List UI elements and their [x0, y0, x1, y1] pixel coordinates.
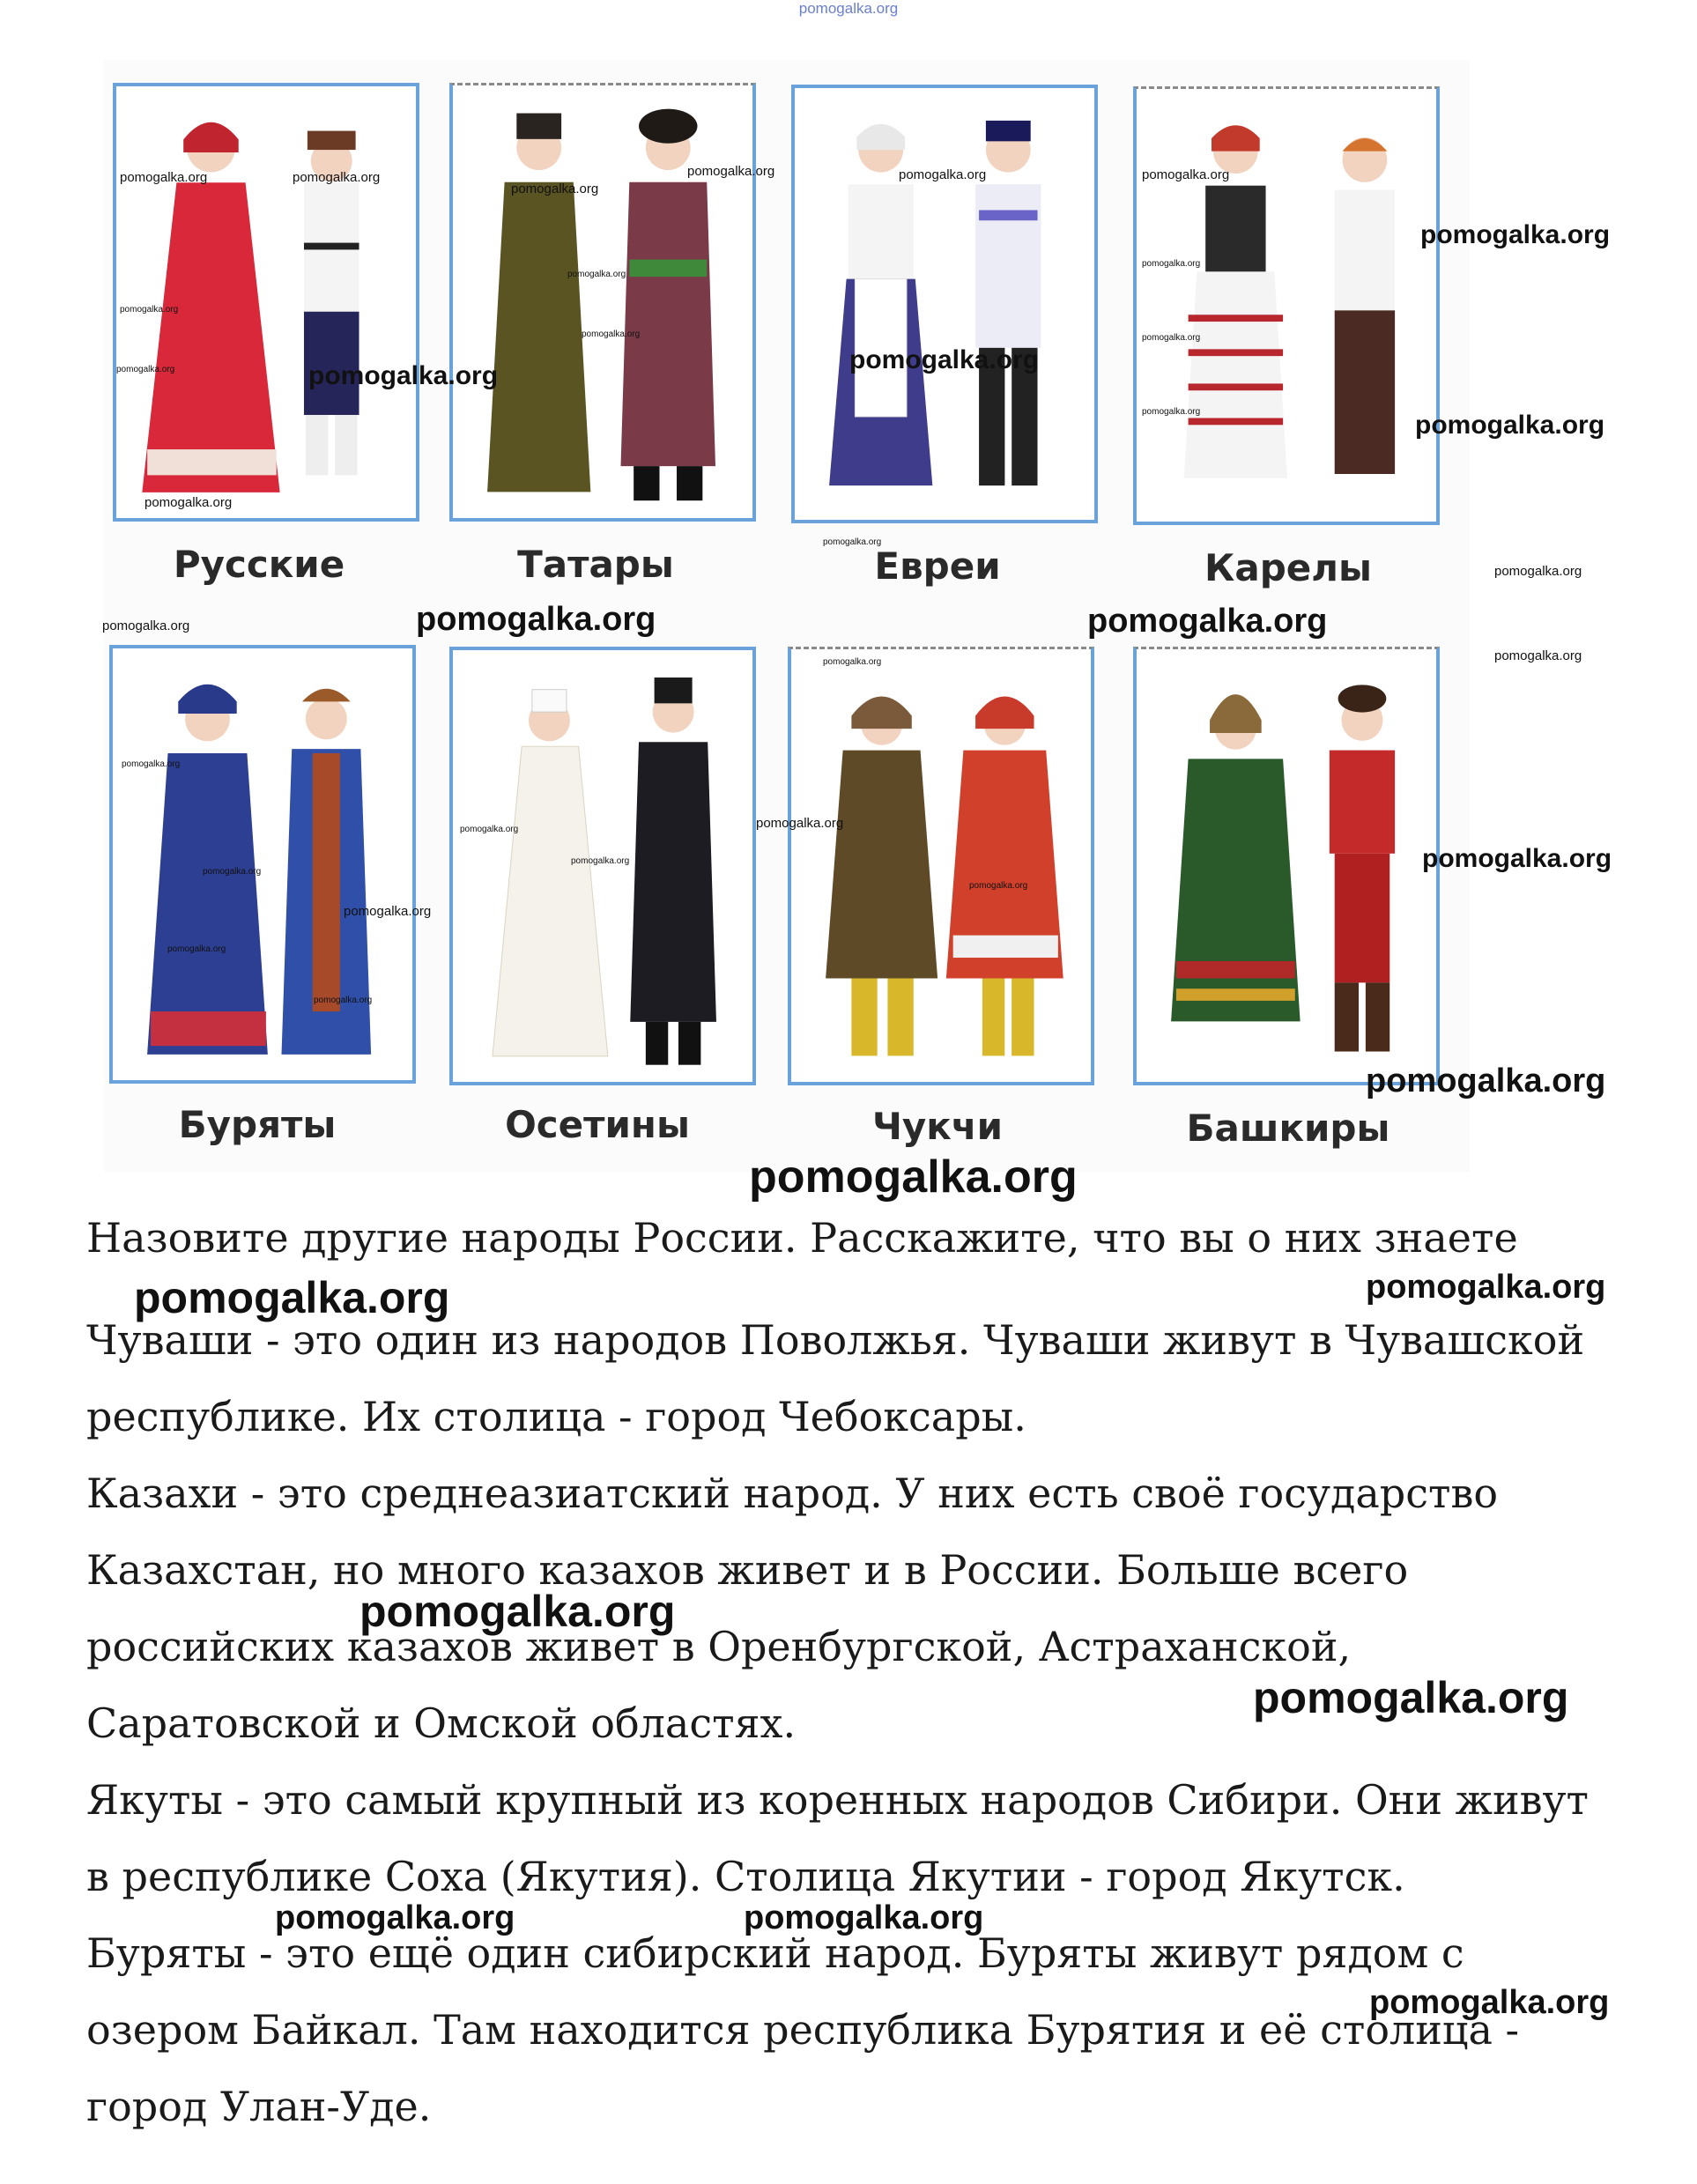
watermark: pomogalka.org — [134, 1273, 450, 1322]
watermark: pomogalka.org — [1420, 220, 1611, 249]
card-label-russians: Русские — [173, 543, 345, 586]
card-label-jews: Евреи — [874, 544, 1001, 588]
costume-card-chukchi — [788, 647, 1094, 1085]
watermark: pomogalka.org — [582, 329, 641, 339]
watermark: pomogalka.org — [1366, 1062, 1606, 1099]
russian-costume-dolls-image — [116, 86, 416, 518]
answer-line: Чуваши - это один из народов Поволжья. Чуваши живут в Чувашской — [86, 1316, 1585, 1364]
watermark: pomogalka.org — [749, 1151, 1078, 1203]
watermark: pomogalka.org — [1494, 564, 1582, 579]
watermark: pomogalka.org — [756, 816, 844, 831]
watermark: pomogalka.org — [687, 164, 775, 179]
watermark: pomogalka.org — [823, 657, 882, 667]
answer-line: Казахстан, но много казахов живет и в России. Больше всего — [86, 1546, 1409, 1594]
buryat-costume-dolls-image — [113, 648, 412, 1080]
watermark: pomogalka.org — [571, 856, 630, 866]
jewish-costume-dolls-image — [795, 88, 1094, 520]
karelian-costume-dolls-image — [1137, 89, 1436, 522]
answer-text — [86, 1302, 1637, 2145]
watermark: pomogalka.org — [1142, 167, 1230, 182]
watermark: pomogalka.org — [203, 867, 262, 877]
watermark: pomogalka.org — [359, 1587, 676, 1636]
bashkir-costume-dolls-image — [1137, 649, 1436, 1082]
costume-card-buryats — [109, 645, 416, 1084]
chukchi-costume-dolls-image — [791, 649, 1091, 1082]
answer-line: озером Байкал. Там находится республика Бурятия и её столица - — [86, 2006, 1520, 2054]
watermark: pomogalka.org — [1422, 844, 1612, 873]
card-label-bashkirs: Башкиры — [1186, 1107, 1390, 1150]
watermark: pomogalka.org — [849, 345, 1040, 374]
question-text: Назовите другие народы России. Расскажите, что вы о них знаете — [86, 1214, 1518, 1262]
card-label-chukchi: Чукчи — [871, 1105, 1004, 1148]
watermark: pomogalka.org — [969, 881, 1028, 891]
answer-line: Буряты - это ещё один сибирский народ. Буряты живут рядом с — [86, 1929, 1464, 1977]
watermark: pomogalka.org — [102, 618, 190, 633]
watermark: pomogalka.org — [122, 759, 181, 769]
site-link[interactable]: pomogalka.org — [798, 0, 899, 17]
card-label-tatars: Татары — [517, 543, 674, 586]
costume-card-bashkirs — [1133, 647, 1440, 1085]
answer-line: Саратовской и Омской областях. — [86, 1699, 797, 1747]
card-label-buryats: Буряты — [178, 1103, 337, 1146]
answer-line: российских казахов живет в Оренбургской, Астраханской, — [86, 1623, 1352, 1670]
watermark: pomogalka.org — [120, 170, 208, 185]
watermark: pomogalka.org — [567, 270, 626, 279]
watermark: pomogalka.org — [344, 904, 432, 919]
ossetian-costume-dolls-image — [453, 650, 752, 1082]
watermark: pomogalka.org — [1415, 411, 1605, 440]
watermark: pomogalka.org — [899, 167, 987, 182]
watermark: pomogalka.org — [416, 601, 656, 638]
watermark: pomogalka.org — [293, 170, 381, 185]
answer-line: в республике Соха (Якутия). Столица Якутии - город Якутск. — [86, 1853, 1405, 1900]
answer-line: Якуты - это самый крупный из коренных народов Сибири. Они живут — [86, 1776, 1590, 1824]
costume-card-tatars — [449, 83, 756, 522]
card-label-ossetians: Осетины — [505, 1103, 690, 1146]
watermark: pomogalka.org — [167, 944, 226, 954]
watermark: pomogalka.org — [275, 1899, 515, 1936]
watermark: pomogalka.org — [145, 495, 233, 510]
watermark: pomogalka.org — [116, 365, 175, 374]
watermark: pomogalka.org — [1142, 407, 1201, 417]
watermark: pomogalka.org — [1369, 1984, 1610, 2021]
costume-card-ossetians — [449, 647, 756, 1085]
watermark: pomogalka.org — [1366, 1269, 1606, 1306]
costume-card-jews — [791, 85, 1098, 523]
costume-card-russians — [113, 83, 419, 522]
answer-line: город Улан-Уде. — [86, 2083, 432, 2130]
answer-line: Казахи - это среднеазиатский народ. У них есть своё государство — [86, 1470, 1499, 1517]
tatar-costume-dolls-image — [453, 85, 752, 518]
watermark: pomogalka.org — [744, 1899, 984, 1936]
watermark: pomogalka.org — [1142, 259, 1201, 269]
watermark: pomogalka.org — [1142, 333, 1201, 343]
watermark: pomogalka.org — [1253, 1673, 1569, 1722]
watermark: pomogalka.org — [1494, 648, 1582, 663]
watermark: pomogalka.org — [511, 181, 599, 196]
watermark: pomogalka.org — [1087, 603, 1328, 640]
costume-card-karelians — [1133, 86, 1440, 525]
watermark: pomogalka.org — [460, 825, 519, 834]
watermark: pomogalka.org — [308, 361, 499, 390]
watermark: pomogalka.org — [120, 305, 179, 315]
card-label-karelians: Карелы — [1204, 546, 1372, 589]
watermark: pomogalka.org — [823, 537, 882, 547]
answer-line: республике. Их столица - город Чебоксары. — [86, 1393, 1026, 1440]
watermark: pomogalka.org — [314, 996, 373, 1005]
